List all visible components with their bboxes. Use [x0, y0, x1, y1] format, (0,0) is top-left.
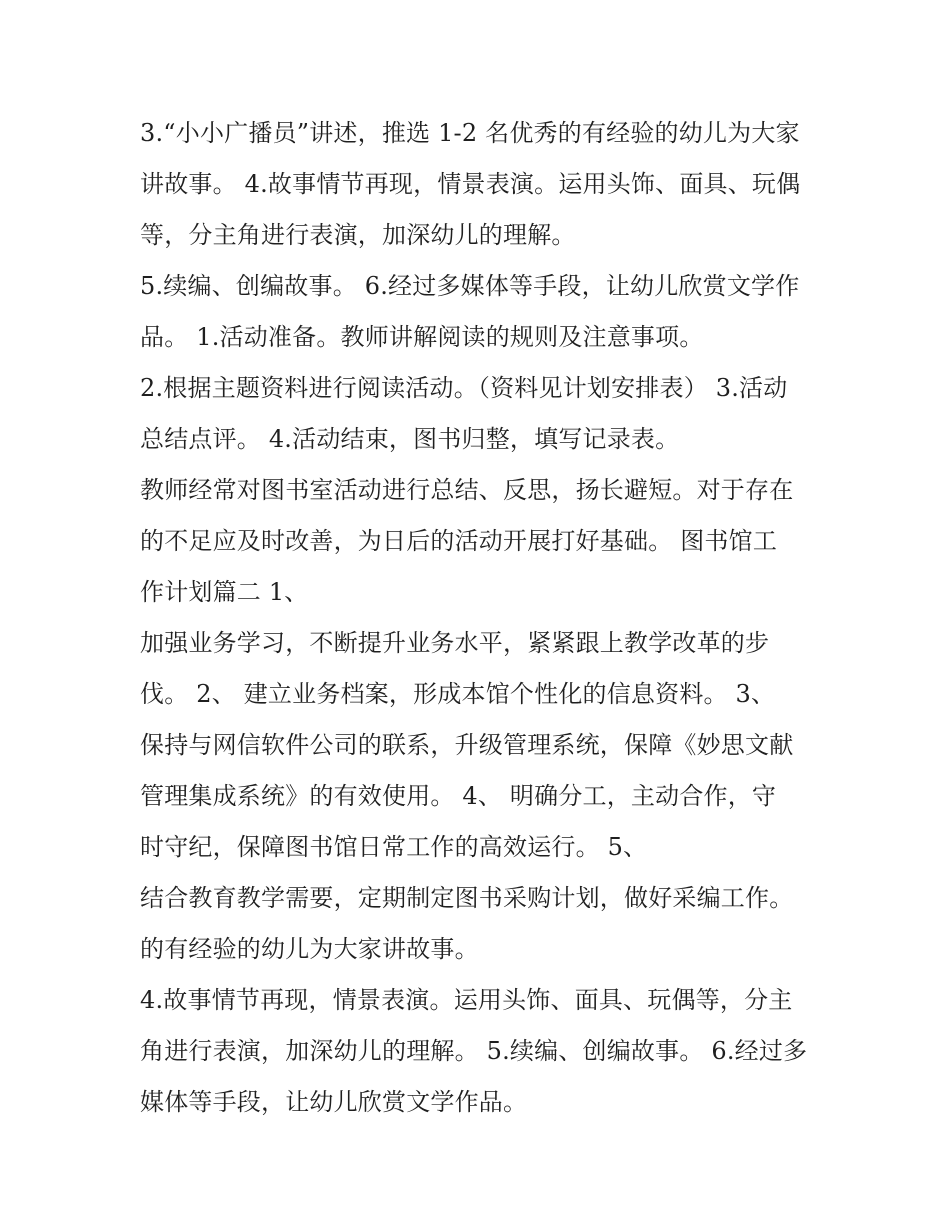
text-line: 3.“小小广播员”讲述，推选 1-2 名优秀的有经验的幼儿为大家 — [140, 119, 800, 147]
text-line: 角进行表演，加深幼儿的理解。 5.续编、创编故事。 6.经过多 — [140, 1037, 808, 1065]
text-line: 加强业务学习，不断提升业务水平，紧紧跟上教学改革的步 — [140, 629, 770, 657]
text-line: 2.根据主题资料进行阅读活动。（资料见计划安排表） 3.活动 — [140, 374, 788, 402]
text-line: 管理集成系统》的有效使用。 4、 明确分工，主动合作，守 — [140, 782, 777, 810]
text-line: 讲故事。 4.故事情节再现，情景表演。运用头饰、面具、玩偶 — [140, 170, 801, 198]
text-line: 结合教育教学需要，定期制定图书采购计划，做好采编工作。 — [140, 884, 794, 912]
text-line: 品。 1.活动准备。教师讲解阅读的规则及注意事项。 — [140, 323, 704, 351]
text-line: 5.续编、创编故事。 6.经过多媒体等手段，让幼儿欣赏文学作 — [140, 272, 800, 300]
text-line: 教师经常对图书室活动进行总结、反思，扬长避短。对于存在 — [140, 476, 794, 504]
text-line: 时守纪，保障图书馆日常工作的高效运行。 5、 — [140, 833, 648, 861]
text-line: 的不足应及时改善，为日后的活动开展打好基础。 图书馆工 — [140, 527, 778, 555]
text-line: 等，分主角进行表演，加深幼儿的理解。 — [140, 221, 576, 249]
text-line: 总结点评。 4.活动结束，图书归整，填写记录表。 — [140, 425, 680, 453]
text-line: 保持与网信软件公司的联系，升级管理系统，保障《妙思文献 — [140, 731, 794, 759]
text-line: 媒体等手段，让幼儿欣赏文学作品。 — [140, 1088, 528, 1116]
text-line: 作计划篇二 1、 — [140, 578, 309, 606]
text-line: 4.故事情节再现，情景表演。运用头饰、面具、玩偶等，分主 — [140, 986, 793, 1014]
text-line: 伐。 2、 建立业务档案，形成本馆个性化的信息资料。 3、 — [140, 680, 776, 708]
text-line: 的有经验的幼儿为大家讲故事。 — [140, 935, 479, 963]
document-body — [140, 108, 840, 1128]
